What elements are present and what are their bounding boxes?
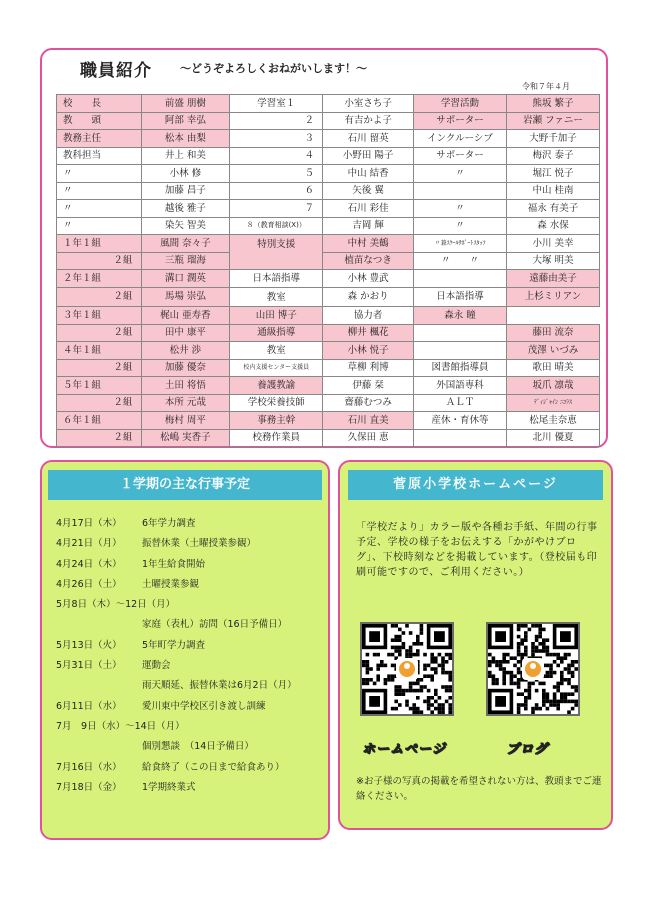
homepage-title: 菅原小学校ホームページ <box>348 470 603 500</box>
event-text: 1学期終業式 <box>142 781 196 793</box>
event-text: 5年町学力調査 <box>142 639 206 651</box>
staff-row <box>57 112 600 130</box>
staff-cell-role2: サポーター <box>414 112 507 130</box>
event-date: 4月17日（木） <box>56 518 122 529</box>
event-text: 愛川東中学校区引き渡し訓練 <box>142 700 266 712</box>
event-date: 7月18日（金） <box>56 781 122 793</box>
staff-cell-role: ２組 <box>57 359 142 377</box>
staff-cell-name2: 有吉かよ子 <box>323 112 414 130</box>
staff-cell-role: ２組 <box>57 287 142 307</box>
staff-cell-name3: 大野千加子 <box>506 130 599 148</box>
staff-cell-name: 松嶋 実香子 <box>141 429 230 447</box>
event-item <box>56 636 326 656</box>
staff-cell-name: 加藤 昌子 <box>141 182 230 200</box>
staff-cell-role2: 〃 <box>414 217 507 235</box>
staff-cell-role2: 協力者 <box>323 307 414 325</box>
staff-cell-role: ２組 <box>57 252 142 270</box>
event-date: 7月16日（水） <box>56 761 122 773</box>
staff-cell-role: ６年１組 <box>57 412 142 430</box>
homepage-link-label[interactable]: ホームページ <box>362 742 446 757</box>
staff-row <box>57 147 600 165</box>
staff-row <box>57 429 600 447</box>
staff-cell-room: ２ <box>230 112 323 130</box>
staff-cell-name: 本所 元哉 <box>141 394 230 412</box>
staff-cell-room: ６ <box>230 182 323 200</box>
staff-cell-name3: 茂澤 いづみ <box>506 342 599 360</box>
staff-cell-name3: ﾃﾞｨｼﾞｬｲﾝ ﾆｺﾗｽ <box>506 394 599 412</box>
staff-cell-role2: 産休・育休等 <box>414 412 507 430</box>
staff-cell-name2: 植苗なつき <box>323 252 414 270</box>
staff-cell-name3: 松尾圭奈恵 <box>506 412 599 430</box>
staff-cell-role2: インクルーシブ <box>414 130 507 148</box>
staff-cell-role2: 日本語指導 <box>414 287 507 307</box>
staff-cell-name: 田中 康平 <box>141 324 230 342</box>
staff-cell-name3: 小川 美幸 <box>506 235 599 253</box>
staff-row <box>57 394 600 412</box>
staff-cell-name2: 小林 悦子 <box>323 342 414 360</box>
staff-cell-name3: 大塚 明美 <box>506 252 599 270</box>
staff-cell-room: 養護教諭 <box>230 377 323 395</box>
staff-cell-room: 通級指導 <box>230 324 323 342</box>
staff-cell-name2: 矢後 翼 <box>323 182 414 200</box>
staff-cell-role2 <box>414 342 507 360</box>
staff-cell-role: 〃 <box>57 182 142 200</box>
staff-row <box>57 359 600 377</box>
staff-cell-name: 三瓶 瑠海 <box>141 252 230 270</box>
event-text: 雨天順延、振替休業は6月2日（月） <box>142 680 297 692</box>
staff-cell-name2: 草柳 利博 <box>323 359 414 377</box>
staff-cell-name: 阿部 幸弘 <box>141 112 230 130</box>
staff-cell-room: 校務作業員 <box>230 429 323 447</box>
event-date: 4月26日（土） <box>56 578 122 590</box>
staff-row <box>57 165 600 183</box>
staff-cell-name2: 吉岡 輝 <box>323 217 414 235</box>
staff-cell-role: ３年１組 <box>57 307 142 325</box>
blog-qr-code-icon[interactable] <box>486 622 580 716</box>
staff-cell-name2: 石川 彩佳 <box>323 200 414 218</box>
event-item <box>56 717 326 737</box>
staff-cell-name2: 小林 豊武 <box>323 270 414 288</box>
homepage-description: 「学校だより」カラー版や各種お手紙、年間の行事予定、学校の様子をお伝えする「かがやけブログ」、下校時刻などを掲載しています。（登校届も印刷可能ですので、ご利用ください。） <box>356 522 598 578</box>
staff-row <box>57 182 600 200</box>
staff-row <box>57 95 600 113</box>
staff-row <box>57 324 600 342</box>
staff-cell-name: 松本 由梨 <box>141 130 230 148</box>
staff-cell-role: ４年１組 <box>57 342 142 360</box>
staff-row <box>57 235 600 253</box>
staff-cell-role2: 〃 〃 <box>414 252 507 270</box>
event-text: 1年生給食開始 <box>142 558 206 570</box>
staff-row <box>57 270 600 288</box>
staff-row <box>57 130 600 148</box>
event-text: 個別懇談 （14日予備日） <box>142 741 254 753</box>
staff-cell-name: 馬場 崇弘 <box>141 287 230 307</box>
staff-cell-role: 〃 <box>57 200 142 218</box>
staff-cell-name2: 石川 留英 <box>323 130 414 148</box>
staff-cell-role2: 外国語専科 <box>414 377 507 395</box>
staff-cell-room: 日本語指導 <box>230 270 323 288</box>
staff-title: 職員紹介 <box>80 61 152 81</box>
staff-cell-room: 事務主幹 <box>230 412 323 430</box>
event-item <box>56 676 326 696</box>
event-text: 運動会 <box>142 660 171 672</box>
staff-cell-role2: 学習活動 <box>414 95 507 113</box>
event-text: 振替休業（土曜授業参観） <box>142 538 257 550</box>
event-item <box>56 615 326 635</box>
event-date: 5月13日（火） <box>56 639 122 651</box>
event-item <box>56 514 326 534</box>
staff-cell-role: ５年１組 <box>57 377 142 395</box>
event-item <box>56 555 326 575</box>
staff-cell-name2: 伊藤 栞 <box>323 377 414 395</box>
events-title: １学期の主な行事予定 <box>48 470 322 500</box>
staff-cell-name2: 森 かおり <box>323 287 414 307</box>
staff-cell-role: ２組 <box>57 394 142 412</box>
photo-notice: ※お子様の写真の掲載を希望されない方は、教頭までご連絡ください。 <box>356 776 602 802</box>
staff-cell-role: ２組 <box>57 324 142 342</box>
staff-cell-room: ８（教育相談(X)） <box>230 217 323 235</box>
event-date: 7月 9日（水）～14日（月） <box>56 720 185 732</box>
events-list <box>56 514 326 798</box>
staff-cell-name2: 柳井 楓花 <box>323 324 414 342</box>
staff-cell-role2: ＡＬＴ <box>414 394 507 412</box>
staff-row <box>57 342 600 360</box>
staff-cell-name3: 坂爪 凛哉 <box>506 377 599 395</box>
event-text: 家庭（表札）訪問（16日予備日） <box>142 619 288 631</box>
staff-date: 令和７年４月 <box>522 82 570 91</box>
staff-cell-name2: 齋藤むつみ <box>323 394 414 412</box>
staff-cell-name3: 梅沢 泰子 <box>506 147 599 165</box>
staff-cell-name: 溝口 潤英 <box>141 270 230 288</box>
event-text: 6年学力調査 <box>142 518 196 529</box>
staff-cell-room: ３ <box>230 130 323 148</box>
staff-cell-room: 学習室１ <box>230 95 323 113</box>
staff-cell-role2 <box>414 270 507 288</box>
staff-cell-name2: 山田 博子 <box>230 307 323 325</box>
staff-cell-role2 <box>414 182 507 200</box>
event-item <box>56 697 326 717</box>
staff-row <box>57 287 600 307</box>
staff-cell-name: 風間 奈々子 <box>141 235 230 253</box>
event-date: 5月31日（土） <box>56 660 122 672</box>
staff-cell-role: 〃 <box>57 165 142 183</box>
homepage-qr-code-icon[interactable] <box>360 622 454 716</box>
event-item <box>56 656 326 676</box>
staff-cell-name: 越後 雅子 <box>141 200 230 218</box>
staff-cell-name: 梅村 周平 <box>141 412 230 430</box>
staff-cell-role2: 〃 <box>414 200 507 218</box>
staff-cell-name3: 藤田 流奈 <box>506 324 599 342</box>
staff-cell-role2: 図書館指導員 <box>414 359 507 377</box>
event-item <box>56 778 326 798</box>
staff-cell-room: 教室 <box>230 342 323 360</box>
staff-cell-role2: サポーター <box>414 147 507 165</box>
staff-cell-name: 小林 修 <box>141 165 230 183</box>
staff-cell-name3: 熊坂 繁子 <box>506 95 599 113</box>
blog-link-label[interactable]: ブログ <box>506 742 549 757</box>
staff-cell-name3: 堀江 悦子 <box>506 165 599 183</box>
staff-cell-name3: 北川 優夏 <box>506 429 599 447</box>
staff-row <box>57 252 600 270</box>
staff-cell-name3: 森 水保 <box>506 217 599 235</box>
staff-cell-room: 特別支援 <box>230 235 323 270</box>
staff-cell-role: 校 長 <box>57 95 142 113</box>
staff-cell-name2: 中山 結香 <box>323 165 414 183</box>
event-date: 4月21日（月） <box>56 538 122 550</box>
staff-row <box>57 217 600 235</box>
staff-cell-role: ２組 <box>57 429 142 447</box>
staff-cell-room: ７ <box>230 200 323 218</box>
staff-cell-name3: 岩瀬 ファニー <box>506 112 599 130</box>
staff-row <box>57 377 600 395</box>
staff-cell-role: 教 頭 <box>57 112 142 130</box>
staff-cell-name: 土田 将悟 <box>141 377 230 395</box>
events-panel <box>40 460 330 840</box>
staff-cell-name3: 歌田 晴美 <box>506 359 599 377</box>
event-text: 給食終了（この日まで給食あり） <box>142 761 285 773</box>
staff-cell-role: １年１組 <box>57 235 142 253</box>
staff-cell-name2: 小室さち子 <box>323 95 414 113</box>
staff-cell-role2 <box>414 429 507 447</box>
staff-cell-name: 加藤 優奈 <box>141 359 230 377</box>
staff-subtitle: ～どうぞよろしくおねがいします！～ <box>180 62 367 75</box>
staff-row <box>57 307 600 325</box>
staff-cell-name: 井上 和美 <box>141 147 230 165</box>
staff-cell-role: 教科担当 <box>57 147 142 165</box>
staff-cell-name: 前盛 朋樹 <box>141 95 230 113</box>
event-item <box>56 758 326 778</box>
staff-row <box>57 412 600 430</box>
staff-cell-room: ４ <box>230 147 323 165</box>
staff-cell-room: 教室 <box>230 287 323 307</box>
staff-cell-name: 染矢 智美 <box>141 217 230 235</box>
staff-cell-room: ５ <box>230 165 323 183</box>
staff-cell-role2: 〃 <box>414 165 507 183</box>
staff-cell-name3: 遠藤由美子 <box>506 270 599 288</box>
staff-row <box>57 200 600 218</box>
event-item <box>56 595 326 615</box>
staff-cell-role2: 〃兼ｽｸｰﾙｻﾎﾟｰﾄｽﾀｯﾌ <box>414 235 507 253</box>
event-text: 土曜授業参観 <box>142 578 200 590</box>
event-item <box>56 534 326 554</box>
staff-cell-name2: 石川 直美 <box>323 412 414 430</box>
staff-cell-role: 〃 <box>57 217 142 235</box>
staff-cell-name2: 小野田 陽子 <box>323 147 414 165</box>
staff-cell-name2: 中村 美鶴 <box>323 235 414 253</box>
staff-cell-role2 <box>414 324 507 342</box>
event-item <box>56 737 326 757</box>
staff-table <box>56 94 600 447</box>
staff-cell-role: 教務主任 <box>57 130 142 148</box>
staff-cell-name3: 中山 桂南 <box>506 182 599 200</box>
event-date: 4月24日（木） <box>56 558 122 570</box>
staff-cell-name3: 福永 有美子 <box>506 200 599 218</box>
staff-cell-name3: 上杉ミリアン <box>506 287 599 307</box>
staff-cell-name2: 久保田 恵 <box>323 429 414 447</box>
staff-cell-name: 松井 渉 <box>141 342 230 360</box>
staff-cell-room: 学校栄養技師 <box>230 394 323 412</box>
event-item <box>56 575 326 595</box>
event-date: 6月11日（水） <box>56 700 122 712</box>
homepage-panel <box>338 460 613 830</box>
staff-cell-room: 校内支援センター支援員 <box>230 359 323 377</box>
staff-cell-name3: 森永 瞳 <box>414 307 507 325</box>
staff-cell-name: 梶山 亜寿香 <box>141 307 230 325</box>
staff-panel <box>40 48 608 448</box>
staff-cell-role: ２年１組 <box>57 270 142 288</box>
event-date: 5月8日（木）～12日（月） <box>56 599 176 611</box>
